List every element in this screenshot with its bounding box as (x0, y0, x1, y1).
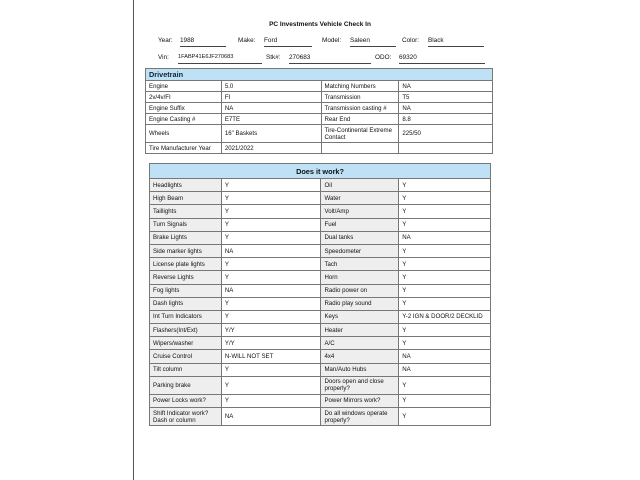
drivetrain-value: 225/50 (399, 125, 493, 143)
drivetrain-label: Rear End (321, 114, 399, 125)
check-item-value: Y/Y (221, 337, 321, 350)
drivetrain-label: Transmission (321, 92, 399, 103)
odo-value: 69320 (399, 54, 485, 64)
table-row (150, 205, 491, 218)
table-row (146, 143, 493, 154)
check-item-value: NA (399, 231, 491, 244)
page-title: PC Investments Vehicle Check In (269, 21, 371, 28)
check-item-label: Man/Auto Hubs (321, 363, 399, 376)
check-item-label: Turn Signals (150, 218, 222, 231)
check-item-value: Y (399, 297, 491, 310)
check-item-value: Y (221, 310, 321, 323)
table-row (150, 192, 491, 205)
check-item-value: Y (399, 258, 491, 271)
check-item-value: Y (399, 284, 491, 297)
table-row (150, 363, 491, 376)
check-item-value: NA (399, 350, 491, 363)
drivetrain-label: Tire Manufacturer Year (146, 143, 222, 154)
check-item-value: Y (399, 376, 491, 394)
check-item-label: Taillights (150, 205, 222, 218)
check-item-value: Y (399, 192, 491, 205)
drivetrain-label: 2v/4v/FI (146, 92, 222, 103)
drivetrain-label: Transmission casting # (321, 103, 399, 114)
drivetrain-value: 8.8 (399, 114, 493, 125)
drivetrain-value (399, 143, 493, 154)
check-item-label: Fuel (321, 218, 399, 231)
table-row (150, 271, 491, 284)
table-row (150, 244, 491, 257)
table-row (146, 125, 493, 143)
drivetrain-value: E7TE (221, 114, 321, 125)
check-item-label: Power Locks work? (150, 394, 222, 407)
check-item-value: Y (221, 394, 321, 407)
check-item-label: A/C (321, 337, 399, 350)
check-item-value: NA (221, 244, 321, 257)
check-item-value: Y (399, 179, 491, 192)
drivetrain-table (145, 68, 493, 154)
table-row (146, 103, 493, 114)
check-item-label: Radio play sound (321, 297, 399, 310)
check-item-label: Int Turn Indicators (150, 310, 222, 323)
model-label: Model: (322, 37, 342, 44)
check-item-label: Power Mirrors work? (321, 394, 399, 407)
drivetrain-value: 2021/2022 (221, 143, 321, 154)
check-item-label: Volt/Amp (321, 205, 399, 218)
check-item-label: Oil (321, 179, 399, 192)
vin-label: Vin: (158, 54, 169, 61)
check-item-label: Fog lights (150, 284, 222, 297)
year-label: Year: (158, 37, 173, 44)
check-item-value: Y (399, 218, 491, 231)
drivetrain-section-title: Drivetrain (146, 69, 493, 81)
check-item-label: Headlights (150, 179, 222, 192)
drivetrain-value: NA (221, 103, 321, 114)
check-item-label: 4x4 (321, 350, 399, 363)
works-section-title: Does it work? (150, 164, 491, 179)
check-item-value: NA (221, 284, 321, 297)
check-item-label: Doors open and close properly? (321, 376, 399, 394)
check-item-label: Dash lights (150, 297, 222, 310)
check-item-label: Brake Lights (150, 231, 222, 244)
odo-label: ODO: (375, 54, 392, 61)
table-row (150, 408, 491, 426)
color-value: Black (428, 37, 484, 47)
check-item-value: Y (221, 376, 321, 394)
check-item-label: Water (321, 192, 399, 205)
check-item-value: NA (399, 363, 491, 376)
check-item-label: Shift Indicator work?Dash or column (150, 408, 222, 426)
table-row (150, 337, 491, 350)
drivetrain-label: Engine Suffix (146, 103, 222, 114)
check-item-label: Tach (321, 258, 399, 271)
check-item-value: Y/Y (221, 324, 321, 337)
page-edge-line (133, 0, 134, 480)
check-item-label: High Beam (150, 192, 222, 205)
check-item-value: Y (221, 205, 321, 218)
table-row (146, 81, 493, 92)
table-row (150, 297, 491, 310)
year-value: 1988 (180, 37, 226, 47)
drivetrain-value: FI (221, 92, 321, 103)
drivetrain-value: 16" Baskets (221, 125, 321, 143)
check-item-label: Horn (321, 271, 399, 284)
stk-value: 270683 (289, 54, 371, 64)
check-item-label: Tilt column (150, 363, 222, 376)
drivetrain-label: Engine (146, 81, 222, 92)
check-item-value: Y (399, 244, 491, 257)
table-row (150, 284, 491, 297)
table-row (150, 394, 491, 407)
drivetrain-value: T5 (399, 92, 493, 103)
check-item-label: Parking brake (150, 376, 222, 394)
check-item-value: Y (399, 337, 491, 350)
check-item-value: Y (399, 271, 491, 284)
table-row (150, 376, 491, 394)
drivetrain-label: Engine Casting # (146, 114, 222, 125)
check-item-value: Y (221, 363, 321, 376)
check-item-label: Side marker lights (150, 244, 222, 257)
check-item-value: NA (221, 408, 321, 426)
check-item-value: Y-2 IGN & DOOR/2 DECKLID (399, 310, 491, 323)
drivetrain-label: Tire-Continental Extreme Contact (321, 125, 399, 143)
check-item-value: Y (221, 192, 321, 205)
table-row (150, 310, 491, 323)
check-item-value: Y (221, 179, 321, 192)
check-item-value: Y (399, 324, 491, 337)
table-row (146, 92, 493, 103)
table-row (150, 350, 491, 363)
stk-label: Stk#: (266, 54, 281, 61)
make-value: Ford (264, 37, 312, 47)
table-row (146, 114, 493, 125)
drivetrain-label: Matching Numbers (321, 81, 399, 92)
vin-value: 1FABP41E6JF270683 (178, 54, 262, 64)
check-item-label: Dual tanks (321, 231, 399, 244)
check-item-value: Y (221, 231, 321, 244)
check-item-label: License plate lights (150, 258, 222, 271)
drivetrain-label (321, 143, 399, 154)
check-item-value: Y (399, 394, 491, 407)
check-item-label: Speedometer (321, 244, 399, 257)
check-item-label: Cruise Control (150, 350, 222, 363)
model-value: Saleen (350, 37, 396, 47)
check-item-value: Y (221, 297, 321, 310)
check-item-label: Flashers(Int/Ext) (150, 324, 222, 337)
make-label: Make: (238, 37, 256, 44)
table-row (150, 218, 491, 231)
check-item-value: Y (399, 205, 491, 218)
check-item-value: Y (399, 408, 491, 426)
check-item-label: Keys (321, 310, 399, 323)
table-row (150, 324, 491, 337)
drivetrain-value: 5.0 (221, 81, 321, 92)
check-item-value: Y (221, 218, 321, 231)
table-row (150, 231, 491, 244)
check-item-value: N-WILL NOT SET (221, 350, 321, 363)
drivetrain-value: NA (399, 81, 493, 92)
check-item-value: Y (221, 271, 321, 284)
check-item-label: Heater (321, 324, 399, 337)
check-item-label: Wipers/washer (150, 337, 222, 350)
table-row (150, 179, 491, 192)
check-item-label: Radio power on (321, 284, 399, 297)
check-item-label: Reverse Lights (150, 271, 222, 284)
table-row (150, 258, 491, 271)
check-item-value: Y (221, 258, 321, 271)
does-it-work-table (149, 163, 491, 426)
drivetrain-value: NA (399, 103, 493, 114)
check-item-label: Do all windows operate properly? (321, 408, 399, 426)
color-label: Color: (402, 37, 420, 44)
drivetrain-label: Wheels (146, 125, 222, 143)
